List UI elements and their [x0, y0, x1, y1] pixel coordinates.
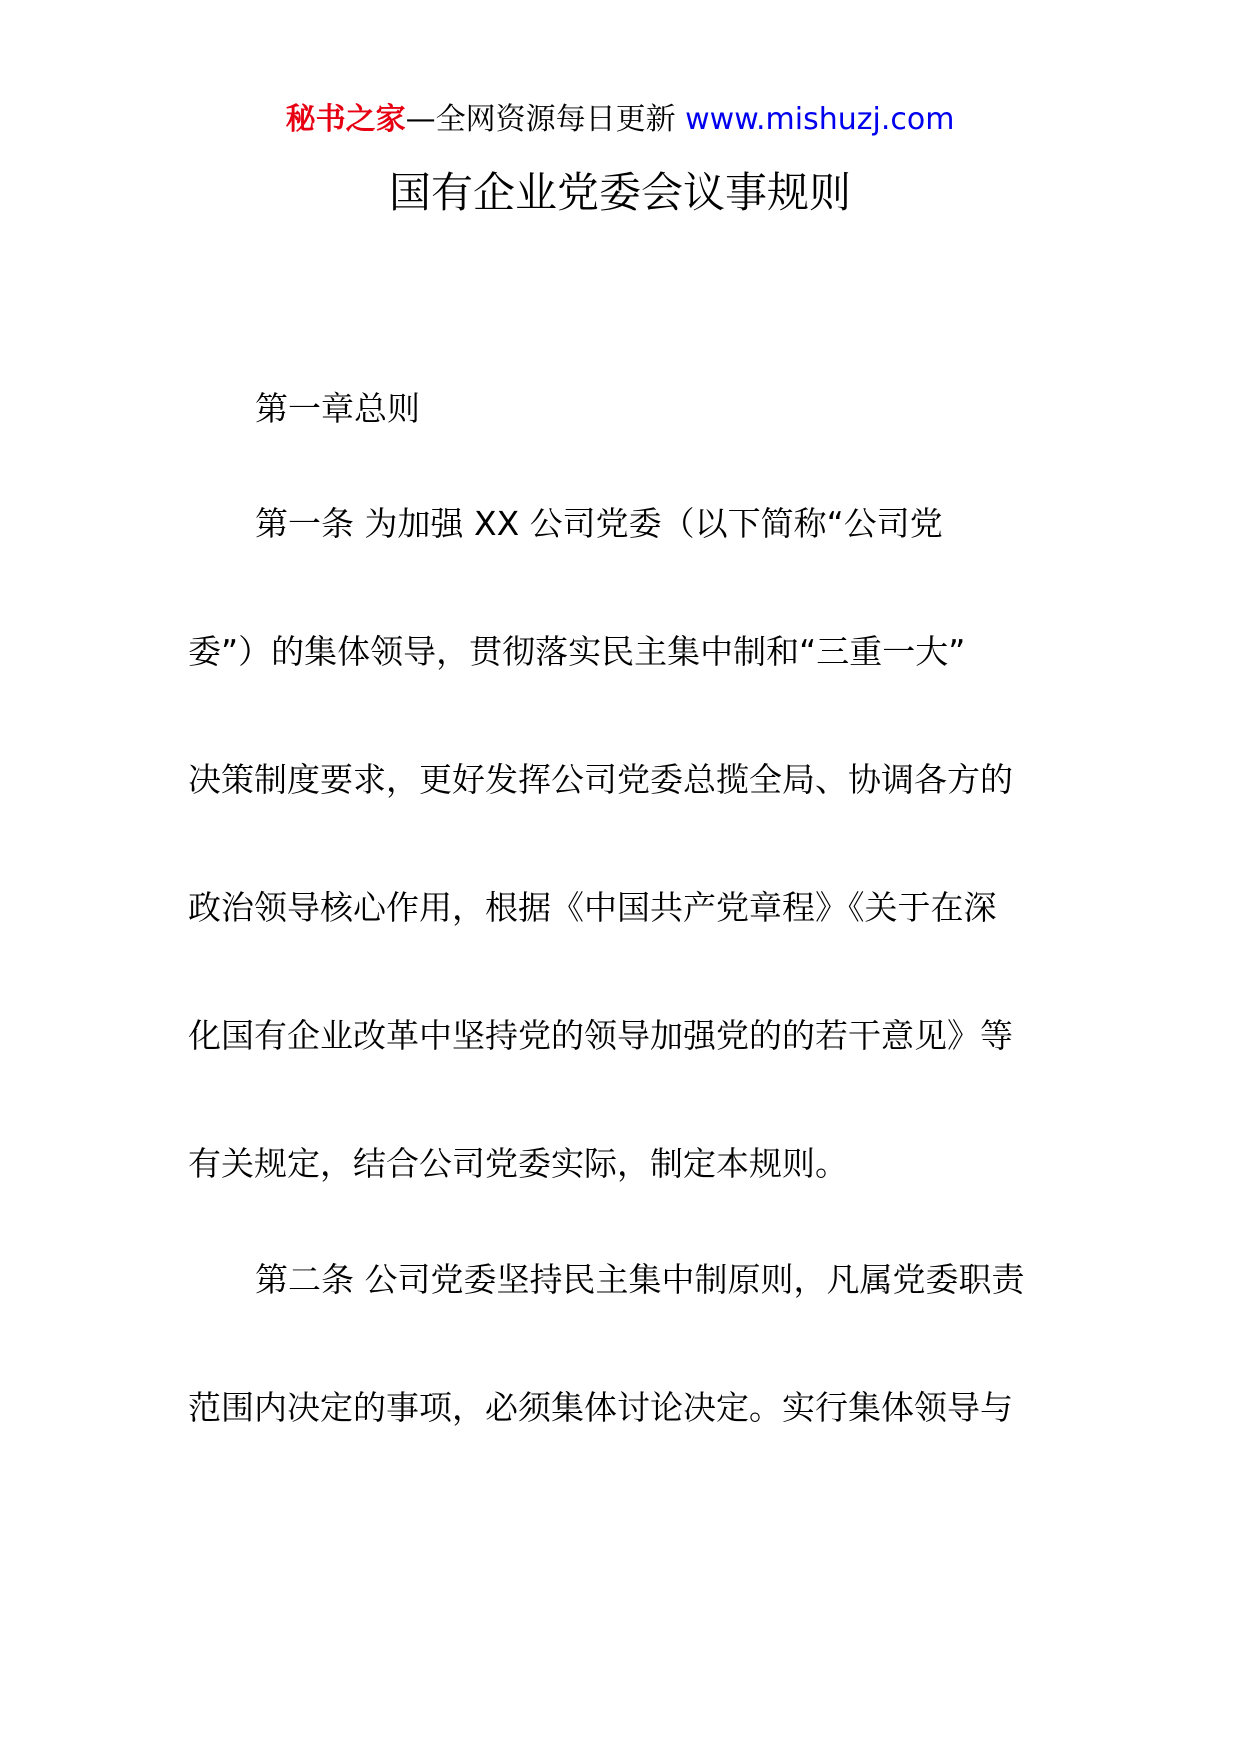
paragraph-line: 政治领导核心作用，根据《中国共产党章程》《关于在深: [188, 888, 997, 927]
paragraph-line: 决策制度要求，更好发挥公司党委总揽全局、协调各方的: [188, 760, 1013, 799]
paragraph-line: 第二条 公司党委坚持民主集中制原则，凡属党委职责: [255, 1260, 1025, 1299]
paragraph-line: 委”）的集体领导，贯彻落实民主集中制和“三重一大”: [188, 632, 966, 671]
paragraph-line: 第一条 为加强 XX 公司党委（以下简称“公司党: [255, 504, 943, 543]
paragraph-line: 有关规定，结合公司党委实际，制定本规则。: [188, 1144, 848, 1183]
paragraph-line: 范围内决定的事项，必须集体讨论决定。实行集体领导与: [188, 1388, 1013, 1427]
site-banner: [0, 100, 1240, 140]
document-title: 国有企业党委会议事规则: [388, 168, 851, 217]
site-url-link[interactable]: www.mishuzj.com: [685, 102, 955, 137]
slogan-text: —全网资源每日更新: [405, 102, 686, 137]
paragraph-line: 化国有企业改革中坚持党的领导加强党的的若干意见》等: [188, 1016, 1013, 1055]
brand-name: 秘书之家: [285, 102, 406, 137]
chapter-heading: 第一章总则: [255, 389, 420, 428]
